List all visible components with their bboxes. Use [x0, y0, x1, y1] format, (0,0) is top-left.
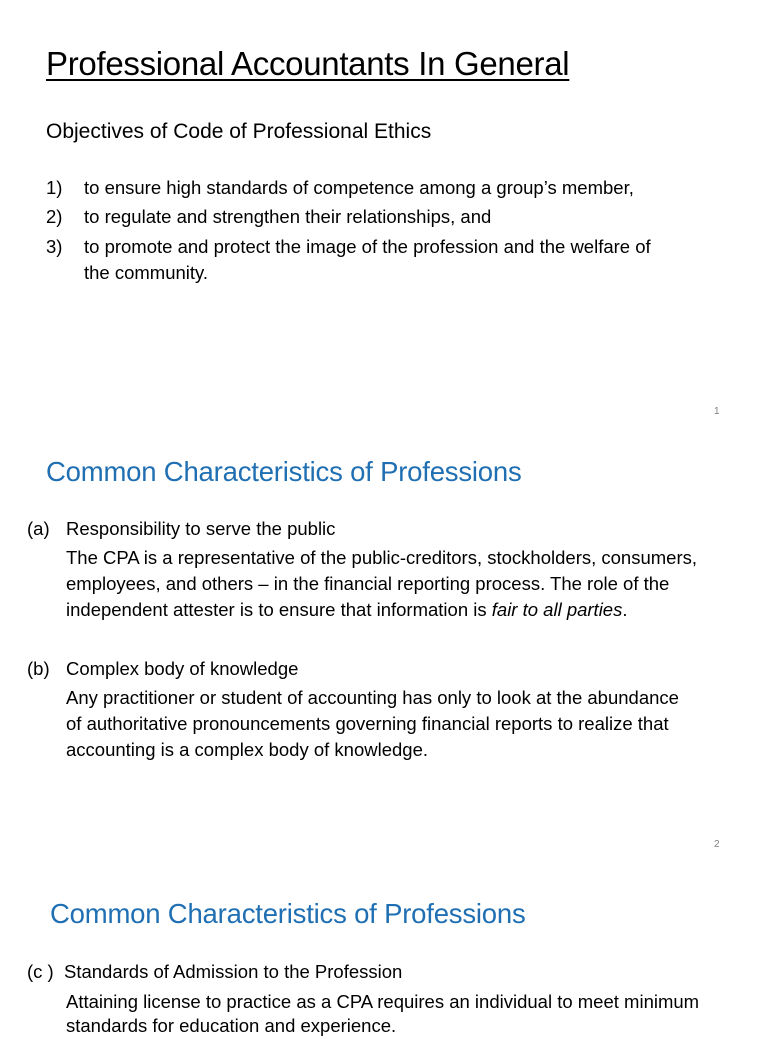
- section-heading: Responsibility to serve the public: [66, 518, 336, 539]
- slide-subtitle: Objectives of Code of Professional Ethics: [46, 120, 432, 143]
- emphasis-text: fair to all parties: [491, 599, 623, 620]
- section-line: Attaining license to practice as a CPA requires an individual to meet minimum: [66, 991, 700, 1012]
- list-text: to promote and protect the image of the profession and the welfare of: [84, 236, 651, 257]
- line-text: independent attester is to ensure that information is: [66, 599, 492, 620]
- line-text: .: [622, 599, 628, 620]
- page-number: 2: [714, 839, 720, 850]
- section-line: employees, and others – in the financial reporting process. The role of the: [66, 573, 670, 594]
- list-number: 2): [46, 206, 63, 227]
- page-number: 1: [714, 406, 720, 417]
- slide-title: Common Characteristics of Professions: [50, 898, 526, 929]
- list-number: 1): [46, 177, 63, 198]
- section-line: Any practitioner or student of accounting has only to look at the abundance: [66, 687, 679, 708]
- slide-title: Professional Accountants In General: [46, 45, 570, 82]
- list-number: 3): [46, 236, 63, 257]
- section-heading: Complex body of knowledge: [66, 658, 299, 679]
- slide-title: Common Characteristics of Professions: [46, 456, 522, 487]
- list-text: to regulate and strengthen their relationships, and: [84, 206, 492, 227]
- section-line: The CPA is a representative of the public-creditors, stockholders, consumers,: [66, 547, 697, 568]
- section-heading: Standards of Admission to the Profession: [64, 961, 403, 982]
- section-line: accounting is a complex body of knowledge.: [66, 739, 428, 760]
- list-text: to ensure high standards of competence among a group’s member,: [84, 177, 634, 198]
- list-text-continued: the community.: [84, 262, 209, 283]
- section-label: (c ): [27, 961, 54, 982]
- section-line: of authoritative pronouncements governing financial reports to realize that: [66, 713, 669, 734]
- section-label: (a): [27, 518, 50, 539]
- section-label: (b): [27, 658, 50, 679]
- section-line: standards for education and experience.: [66, 1015, 397, 1036]
